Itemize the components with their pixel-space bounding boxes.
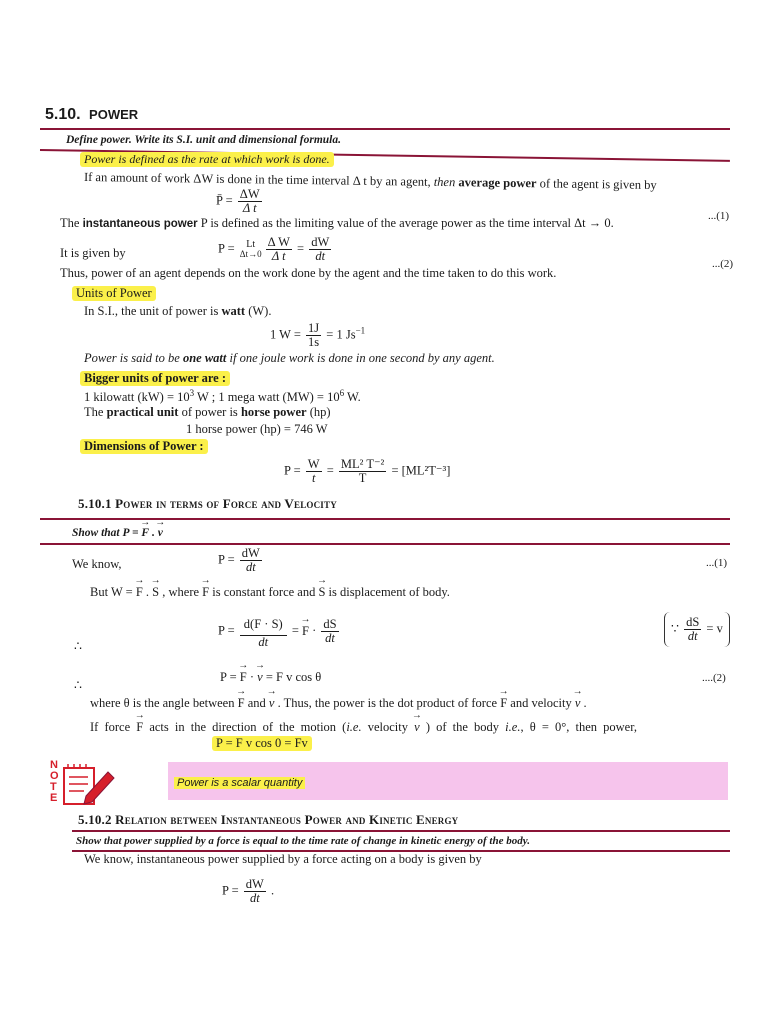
horse-power-text: 1 horse power (hp) = 746 W [186, 422, 328, 436]
derivative-formula: P = $\frac{d(F \cdot S)}{dt}$ = → F · $\frac{dS}{dt}$ [218, 614, 341, 649]
kilowatt-text: 1 kilowatt $(kW) = 10^3$ W ; 1 mega watt $(MW) = 10^6$ W. [84, 388, 361, 405]
note-letter-t: T [50, 781, 57, 793]
note-letter-n: N [50, 759, 58, 771]
but-w-text: But W = → F . → S , where → F is constant force and → S is displacement of body. [90, 585, 450, 600]
note-logo [40, 760, 120, 808]
instantaneous-text: The instantaneous power P is defined as the limiting value of the average power as the time interval Δt → 0. [60, 216, 614, 230]
power-result-formula: P = → F · → v = F v cos θ [220, 670, 321, 685]
subsection-1-heading: 5.10.1 Power in terms of Force and Velocity [78, 496, 337, 511]
heading-rule [40, 128, 730, 130]
therefore-2: ∴ [74, 678, 82, 692]
units-heading: Units of Power [72, 286, 156, 301]
section-number: 5.10. [45, 106, 81, 123]
note-letter-o: O [50, 770, 59, 782]
limit-formula: P = Lt Δt→0 $\frac{\text{Δ W}}{\text{Δ t}}$ = $\frac{dW}{dt}$ [218, 235, 330, 264]
eq-number-3: ...(1) [706, 557, 728, 569]
p-dw-dt-formula: P = $\frac{dW}{dt}$ [218, 546, 260, 575]
subsection-2-heading: 5.10.2 Relation between Instantaneous Power and Kinetic Energy [78, 812, 459, 827]
eq-number-2: ...(2) [712, 258, 734, 270]
question-show-p-fv: Show that P = → F . → v [72, 527, 163, 539]
question-2-rule [40, 543, 730, 545]
dimension-equation: P = $\frac{W}{t}$ = $\frac{\text{ML² T⁻²}}{T}$ = [ML²T⁻³] [284, 457, 451, 486]
si-unit-text: In S.I., the unit of power is watt (W). [84, 304, 272, 318]
velocity-side-note: ∵ $\frac{dS}{dt}$ = v [664, 612, 730, 647]
dimensions-heading: Dimensions of Power : [80, 439, 208, 454]
question-kinetic-energy: Show that power supplied by a force is equal to the time rate of change in kinetic energy of the body. [76, 835, 530, 847]
eq-number-1: ...(1) [708, 210, 730, 222]
section-title: POWER [89, 107, 139, 122]
instantaneous-power-text: We know, instantaneous power supplied by a force acting on a body is given by [84, 852, 482, 866]
question-define-power: Define power. Write its S.I. unit and dimensional formula. [66, 134, 341, 146]
intro-text: If an amount of work ΔW is done in the time interval Δ t by an agent, then average power of the agent is given by [83, 170, 657, 192]
eq-number-4: ....(2) [702, 672, 726, 684]
definition-highlight: Power is defined as the rate at which work is done. [80, 152, 334, 167]
thus-text: Thus, power of an agent depends on the work done by the agent and the time taken to do this work. [60, 266, 557, 280]
therefore-1: ∴ [74, 639, 82, 653]
final-formula: P = $\frac{dW}{dt}$ . [222, 877, 275, 906]
subsection-2-rule [72, 830, 730, 832]
notepad-pencil-icon [60, 762, 120, 808]
given-by-label: It is given by [60, 246, 126, 260]
section-heading [45, 106, 138, 124]
average-power-formula: P̄ = $\frac{\Delta W}{\text{Δ t}}$ [216, 187, 260, 216]
note-text: Power is a scalar quantity [174, 777, 305, 789]
watt-equation: 1 W = $\frac{1J}{1s}$ = 1 $Js^{-1}$ [270, 321, 366, 350]
power-fv-highlight: P = F v cos 0 = Fv [212, 736, 312, 751]
bigger-units-heading: Bigger units of power are : [80, 371, 230, 386]
we-know-label: We know, [72, 557, 122, 571]
practical-unit-text: The practical unit of power is horse power (hp) [84, 405, 331, 419]
note-letter-e: E [50, 792, 58, 804]
if-force-text: If force → F acts in the direction of the motion (i.e. velocity → v ) of the body i.e., θ = 0°, then power, [90, 720, 637, 735]
one-watt-text: Power is said to be one watt if one joule work is done in one second by any agent. [84, 351, 495, 365]
angle-text: where θ is the angle between → F and → v . Thus, the power is the dot product of force → F and velocity → v . [90, 696, 587, 711]
